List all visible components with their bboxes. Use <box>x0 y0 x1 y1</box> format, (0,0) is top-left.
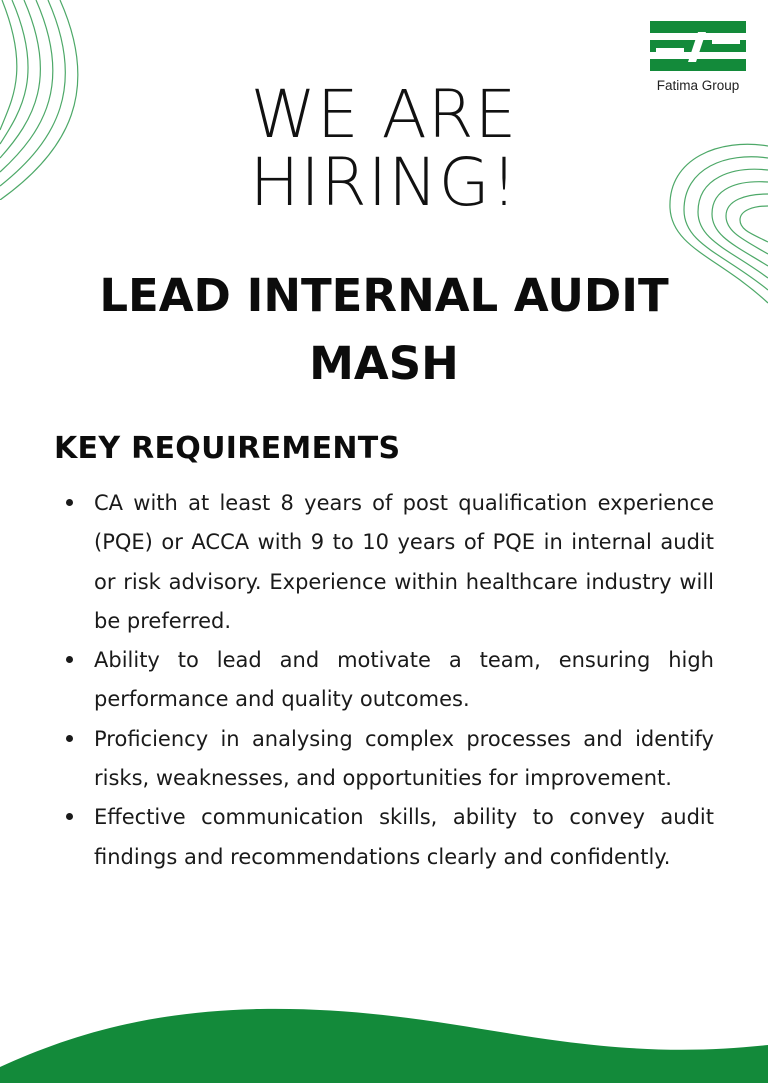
headline-line-1: WE ARE <box>250 76 518 153</box>
job-title-line-2: MASH <box>309 337 459 390</box>
requirement-text: Proficiency in analysing complex processes and identify risks, weaknesses, and opportunities for improvement. <box>94 726 714 791</box>
headline-line-2: HIRING! <box>249 144 519 221</box>
bullet-icon <box>66 656 73 663</box>
requirements-list <box>94 484 714 877</box>
logo-wordmark: Fatima Group <box>656 78 740 93</box>
bullet-icon <box>66 735 73 742</box>
list-item <box>94 798 714 877</box>
fatima-group-logo-mark <box>648 18 748 74</box>
fatima-group-logo <box>648 18 748 93</box>
key-requirements-heading: KEY REQUIREMENTS <box>54 431 401 466</box>
requirement-text: CA with at least 8 years of post qualification experience (PQE) or ACCA with 9 to 10 years of PQE in internal audit or risk advisory. Experience within healthcare industry will be preferred. <box>94 491 714 633</box>
job-title-line-1: LEAD INTERNAL AUDIT <box>99 269 669 322</box>
decorative-wave-bottom <box>0 1005 768 1083</box>
list-item <box>94 720 714 799</box>
requirement-text: Effective communication skills, ability to convey audit findings and recommendations clearly and confidently. <box>94 805 714 869</box>
bullet-icon <box>66 813 73 820</box>
list-item <box>94 484 714 641</box>
bullet-icon <box>66 499 73 506</box>
requirement-text: Ability to lead and motivate a team, ensuring high performance and quality outcomes. <box>94 648 714 712</box>
list-item <box>94 641 714 720</box>
